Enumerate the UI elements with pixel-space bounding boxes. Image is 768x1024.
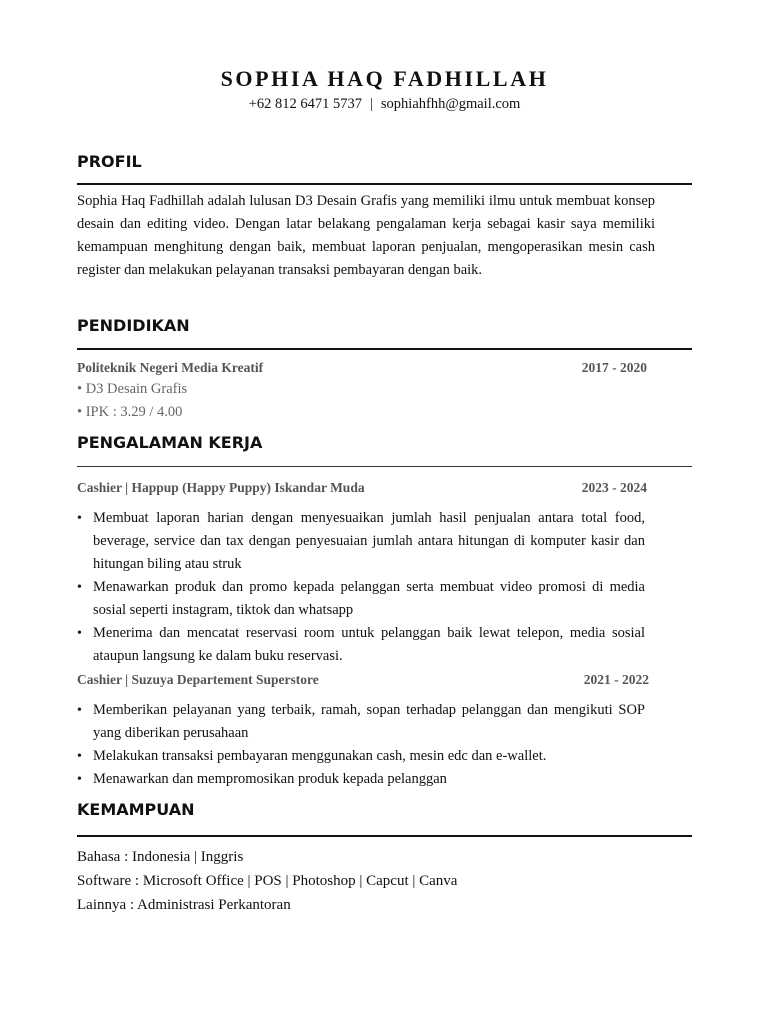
institution-name: Politeknik Negeri Media Kreatif [77,360,264,375]
section-divider [77,183,692,185]
section-divider [77,348,692,350]
bullet-icon: • [77,580,82,595]
section-heading-kemampuan: KEMAMPUAN [77,800,195,819]
contact-line [77,96,692,113]
job-entry [77,480,647,498]
bullet-icon: • [77,626,82,641]
bullet-icon: • [77,703,82,718]
bullet-icon: • [77,772,82,787]
job-entry [77,672,649,690]
job-years: 2021 - 2022 [583,672,649,687]
education-years: 2017 - 2020 [581,360,647,375]
skill-languages: Bahasa : Indonesia | Inggris [77,849,244,865]
section-heading-profil: PROFIL [77,152,142,171]
section-heading-pengalaman: PENGALAMAN KERJA [77,433,263,452]
job-duties-list [77,507,645,668]
section-divider [77,466,692,467]
education-degree: • D3 Desain Grafis [77,381,188,397]
education-gpa: • IPK : 3.29 / 4.00 [77,404,183,420]
bullet-icon: • [77,749,82,764]
list-item: • Menawarkan produk dan promo kepada pelanggan serta membuat video promosi di media sosial seperti instagram, tiktok dan whatsapp [77,576,645,622]
job-duties-list [77,699,645,791]
bullet-icon: • [77,511,82,526]
list-item: • Menawarkan dan mempromosikan produk kepada pelanggan [77,768,645,791]
job-title: Cashier | Suzuya Departement Superstore [77,672,319,687]
list-item: • Membuat laporan harian dengan menyesuaikan jumlah hasil penjualan antara total food, beverage, service dan tax dengan penyesuaian jumlah antara hitungan di komputer kasir dan hitungan biling atau struk [77,507,645,576]
job-years: 2023 - 2024 [581,480,647,495]
section-divider [77,835,692,837]
education-entry [77,360,647,378]
list-item: • Menerima dan mencatat reservasi room untuk pelanggan baik lewat telepon, media sosial ataupun langsung ke dalam buku reservasi. [77,622,645,668]
section-heading-pendidikan: PENDIDIKAN [77,316,190,335]
profile-summary: Sophia Haq Fadhillah adalah lulusan D3 Desain Grafis yang memiliki ilmu untuk membuat konsep desain dan editing video. Dengan latar belakang pengalaman kerja sebagai kasir saya memiliki kemampuan menghitung dengan baik, membuat laporan penjualan, mengoperasikan mesin cash register dan melakukan pelayanan transaksi pembayaran dengan baik. [77,193,655,278]
job-title: Cashier | Happup (Happy Puppy) Iskandar Muda [77,480,365,495]
phone-number: +62 812 6471 5737 [248,96,362,112]
candidate-name: SOPHIA HAQ FADHILLAH [220,66,549,91]
email-address: sophiahfhh@gmail.com [380,96,521,112]
skill-other: Lainnya : Administrasi Perkantoran [77,897,291,913]
list-item: • Memberikan pelayanan yang terbaik, ramah, sopan terhadap pelanggan dan mengikuti SOP yang diberikan perusahaan [77,699,645,745]
skill-software: Software : Microsoft Office | POS | Photoshop | Capcut | Canva [77,873,458,889]
list-item: • Melakukan transaksi pembayaran menggunakan cash, mesin edc dan e-wallet. [77,745,645,768]
contact-separator: | [370,96,373,112]
